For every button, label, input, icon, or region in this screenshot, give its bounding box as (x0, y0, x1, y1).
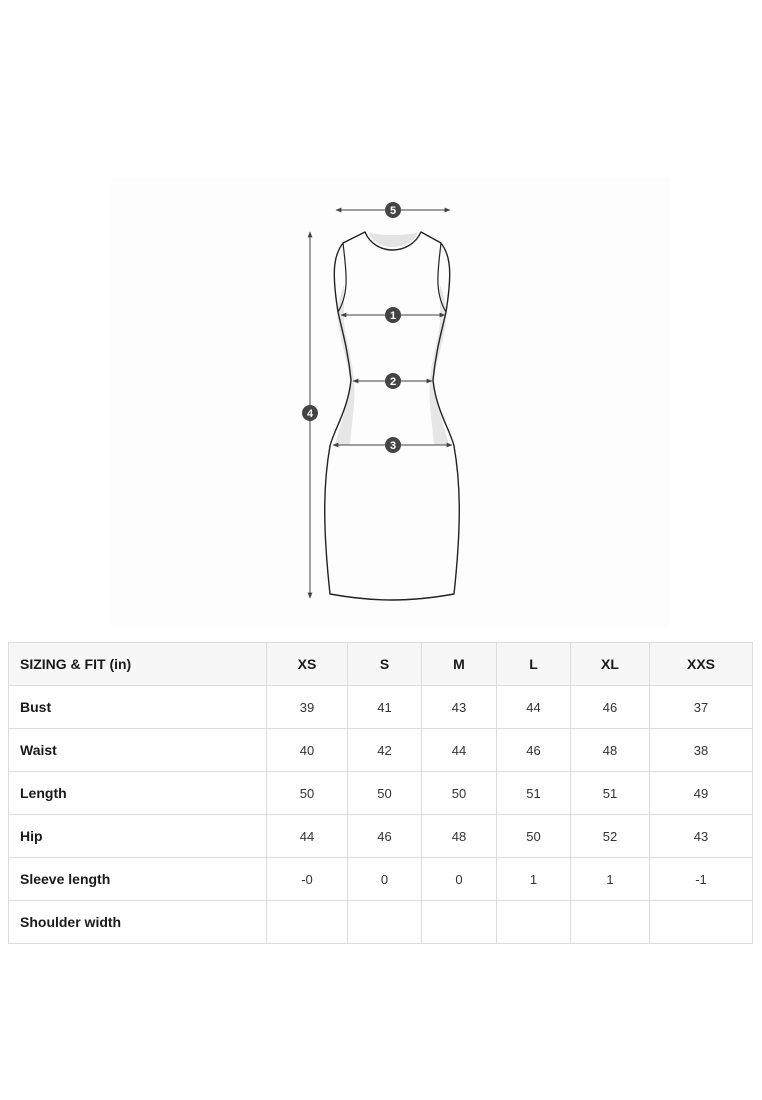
size-header-xxs: XXS (650, 643, 753, 686)
table-cell: 0 (348, 858, 422, 901)
table-cell: -0 (267, 858, 348, 901)
table-row-bust (9, 686, 753, 729)
table-cell (497, 901, 571, 944)
size-header-xl: XL (571, 643, 650, 686)
table-cell: 43 (650, 815, 753, 858)
table-cell: 40 (267, 729, 348, 772)
table-cell: 38 (650, 729, 753, 772)
size-chart-table (8, 642, 753, 944)
table-cell: 46 (348, 815, 422, 858)
size-header-s: S (348, 643, 422, 686)
table-cell: 50 (422, 772, 497, 815)
table-cell (348, 901, 422, 944)
table-cell: 42 (348, 729, 422, 772)
size-header-l: L (497, 643, 571, 686)
table-cell: 52 (571, 815, 650, 858)
row-label-length: Length (9, 772, 267, 815)
table-cell: -1 (650, 858, 753, 901)
marker-5-label: 5 (389, 205, 397, 217)
row-label-waist: Waist (9, 729, 267, 772)
table-row-waist (9, 729, 753, 772)
table-cell (422, 901, 497, 944)
marker-2-label: 2 (389, 376, 397, 388)
table-cell: 44 (497, 686, 571, 729)
table-cell (267, 901, 348, 944)
table-cell: 46 (497, 729, 571, 772)
table-cell: 1 (497, 858, 571, 901)
row-label-shoulder-width: Shoulder width (9, 901, 267, 944)
size-table-header-row (9, 643, 753, 686)
table-cell: 46 (571, 686, 650, 729)
marker-4-label: 4 (306, 408, 314, 420)
table-cell: 50 (497, 815, 571, 858)
table-cell: 1 (571, 858, 650, 901)
table-row-hip (9, 815, 753, 858)
marker-1-label: 1 (389, 310, 397, 322)
row-label-hip: Hip (9, 815, 267, 858)
sizing-fit-header: SIZING & FIT (in) (9, 643, 267, 686)
table-cell: 39 (267, 686, 348, 729)
table-cell: 44 (267, 815, 348, 858)
table-cell: 50 (348, 772, 422, 815)
table-cell: 37 (650, 686, 753, 729)
table-cell: 49 (650, 772, 753, 815)
table-cell: 48 (422, 815, 497, 858)
table-row-length (9, 772, 753, 815)
table-cell: 0 (422, 858, 497, 901)
table-row-shoulder-width (9, 901, 753, 944)
row-label-bust: Bust (9, 686, 267, 729)
table-cell: 41 (348, 686, 422, 729)
table-row-sleeve-length (9, 858, 753, 901)
row-label-sleeve-length: Sleeve length (9, 858, 267, 901)
size-header-m: M (422, 643, 497, 686)
table-cell: 50 (267, 772, 348, 815)
marker-3-label: 3 (389, 440, 397, 452)
table-cell (571, 901, 650, 944)
table-cell: 43 (422, 686, 497, 729)
table-cell: 48 (571, 729, 650, 772)
table-cell: 44 (422, 729, 497, 772)
table-cell (650, 901, 753, 944)
size-header-xs: XS (267, 643, 348, 686)
table-cell: 51 (571, 772, 650, 815)
table-cell: 51 (497, 772, 571, 815)
